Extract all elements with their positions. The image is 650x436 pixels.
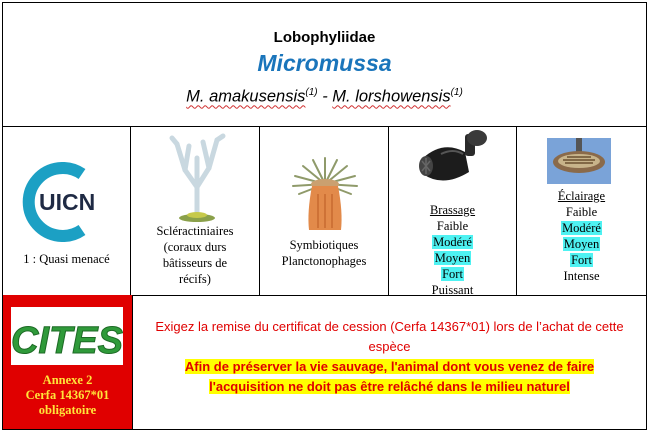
species-names <box>3 87 646 107</box>
polyp-icon <box>285 154 365 234</box>
genus-name: Micromussa <box>257 50 392 76</box>
cites-cerfa: Cerfa 14367*01 <box>25 388 110 402</box>
certificate-notice: Exigez la remise du certificat de cession (Cerfa 14367*01) lors de l’achat de cette espèce <box>155 319 624 354</box>
coral-type-cell <box>131 126 260 295</box>
cites-logo <box>11 307 123 365</box>
feeding-line: Planctonophages <box>281 254 367 268</box>
lamp-icon <box>547 138 611 184</box>
branching-coral-icon <box>167 132 227 224</box>
flow-level-strong: Fort <box>442 267 463 281</box>
species-header <box>3 3 646 127</box>
uicn-logo <box>20 162 116 242</box>
flow-level-weak: Faible <box>436 219 469 233</box>
release-warning-line: l'acquisition ne doit pas être relâché dans le milieu naturel <box>209 379 570 394</box>
cites-panel <box>3 295 133 429</box>
coral-type-text <box>131 223 259 287</box>
release-warning <box>133 357 646 397</box>
uicn-logo-text: UICN <box>39 189 96 215</box>
feeding-cell <box>260 126 389 295</box>
flow-level-powerful: Puissant <box>431 283 474 297</box>
coral-type-line: (coraux durs <box>163 240 227 254</box>
flow-cell <box>389 126 517 295</box>
flow-level-moderate: Modéré <box>433 235 472 249</box>
species-sheet <box>2 2 647 430</box>
release-warning-line: Afin de préserver la vie sauvage, l'animal dont vous venez de faire <box>184 359 595 374</box>
wave-pump-icon <box>413 130 493 190</box>
cites-annex: Annexe 2 <box>42 373 93 387</box>
flow-title: Brassage <box>429 203 476 217</box>
species-1-note: (1) <box>305 87 318 98</box>
species-2-note: (1) <box>450 87 463 98</box>
info-row <box>3 126 646 296</box>
light-level-strong: Fort <box>571 253 592 267</box>
species-1: M. amakusensis <box>186 87 306 106</box>
light-levels <box>517 188 646 284</box>
cites-text <box>3 373 132 418</box>
uicn-cell <box>3 126 131 295</box>
flow-level-medium: Moyen <box>434 251 471 265</box>
feeding-line: Symbiotiques <box>289 238 359 252</box>
light-title: Éclairage <box>557 189 606 203</box>
family-name: Lobophyliidae <box>273 29 376 46</box>
light-cell <box>517 126 646 295</box>
light-level-moderate: Modéré <box>562 221 601 235</box>
flow-levels <box>389 202 516 298</box>
coral-type-line: récifs) <box>179 272 211 286</box>
coral-type-line: Scléractiniaires <box>156 224 234 238</box>
cites-logo-text: CITES <box>11 320 123 362</box>
feeding-text <box>260 237 388 269</box>
species-2: M. lorshowensis <box>332 87 451 106</box>
light-level-weak: Faible <box>565 205 598 219</box>
light-level-medium: Moyen <box>563 237 600 251</box>
cites-row <box>3 295 646 429</box>
cites-mandatory: obligatoire <box>38 403 97 417</box>
species-separator: - <box>317 87 333 106</box>
coral-type-line: bâtisseurs de <box>162 256 228 270</box>
notice-panel <box>133 295 646 429</box>
uicn-status: 1 : Quasi menacé <box>23 252 110 266</box>
light-level-intense: Intense <box>563 269 600 283</box>
